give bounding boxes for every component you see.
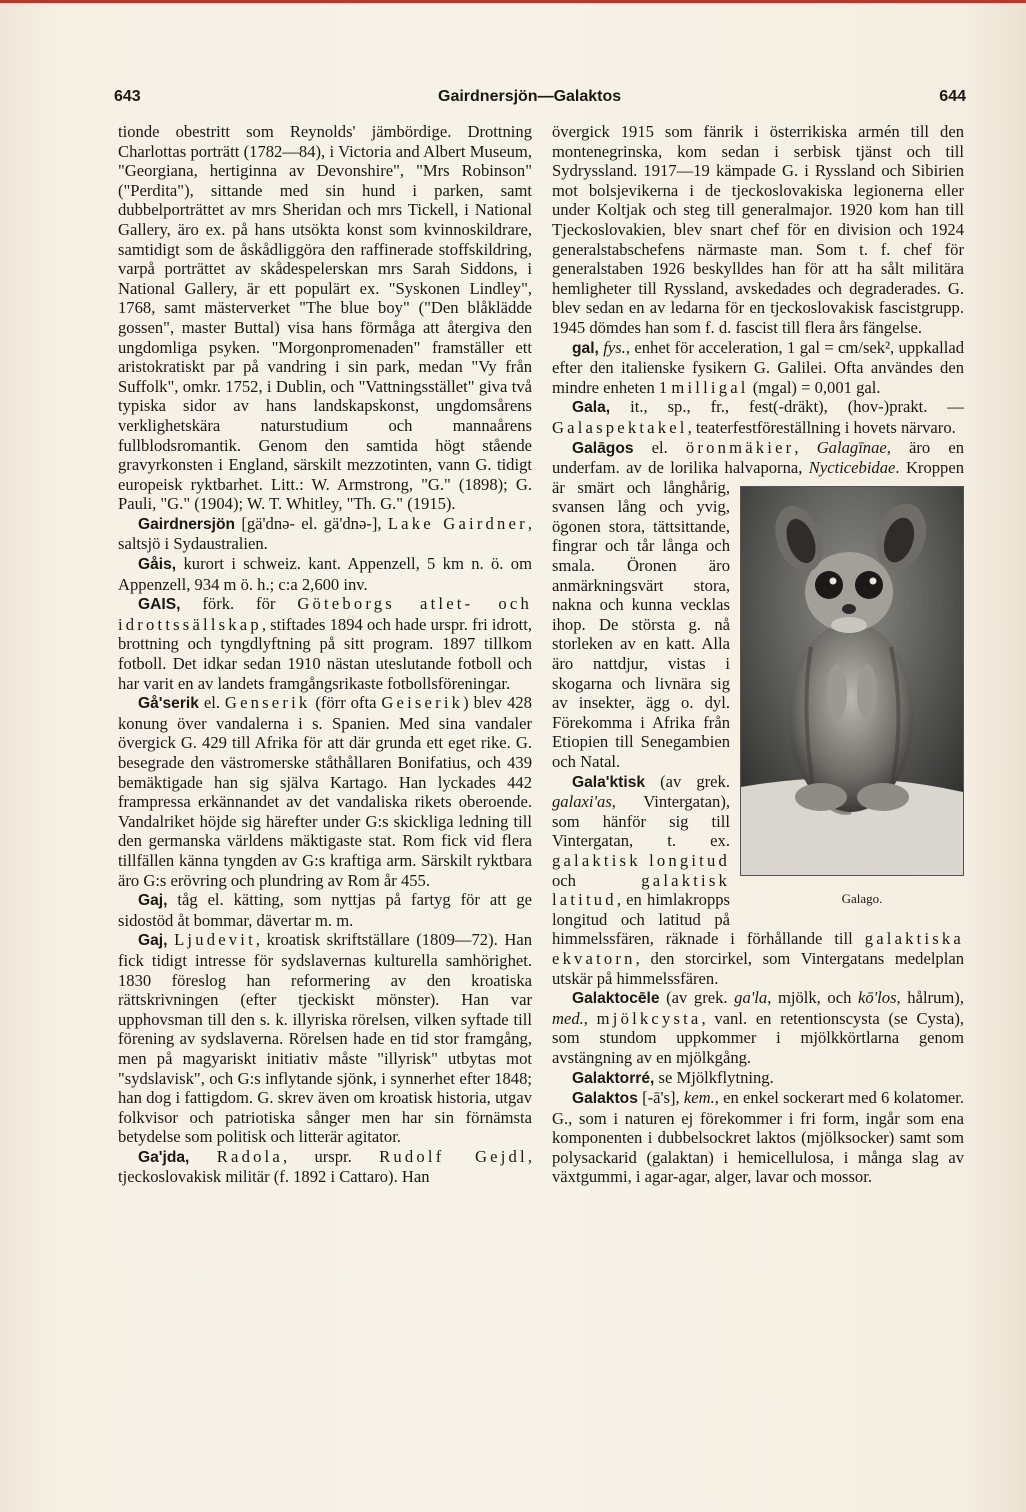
entry-galaktorre: Galaktorré, se Mjölkflytning. (572, 1067, 774, 1087)
gajda-continuation: övergick 1915 som fänrik i österrikiska armén till den montenegrinska, kom sedan i serbisk tjänst och till Sydryssland. 1917—19 kämpade G. i Ryssland och Sibirien mot bolsjevikerna i de tjeckoslovakiska legionerna eller under Koltjak och steg till generalmajor. 1920 kom han till Tjeckoslovakien, blev snart chef för en division och 1924 generalstabschefens närmaste man. Som t. f. chef för generalstaben 1926 beskylldes han för att ha sålt militära hemligheter till Ryssland, avskedades och degraderades. G. blev sedan en av ledarna för en tjeckoslovakisk fascistgrupp. 1945 dömdes han som f. d. fascist till flera års fängelse. (552, 122, 964, 337)
entry-galagos: Galāgos el. öronmäkier, Galagīnae, äro en underfam. av de lorilika halvaporna, Nycticebidae Galago. . Kroppen är smärt och långhårig, svansen lång och yvig, ögonen stora, tättsittande, fingrar och tår långa och smala. Öronen äro anmärkningsvärt stora, nakna och kunna vecklas ihop. De största g. nå storleken av en katt. Alla äro nattdjur, vistas i skogarna och livnära sig av insekter, ägg o. dyl. Förekomma i Afrika från Etiopien till Senegambien och Natal. (552, 438, 964, 772)
entry-gairdnersjon: Gairdnersjön [gä'dnə- el. gä'dnə-], Lake Gairdner, saltsjö i Sydaustralien. (118, 513, 532, 554)
gainsborough-continuation: tionde obestritt som Reynolds' jämbördige. Drottning Charlottas porträtt (1782—84), i Victoria and Albert Museum, "Georgiana, hertiginna av Devonshire", "Mrs Robinson" ("Perdita"), sittande med sin hund i parken, samt dubbelporträttet av mrs Sheridan och mrs Tickell, i National Gallery, äro ex. på hans utsökta konst som kvinnoskildrare, samtidigt som de åskådliggöra den raffinerade stoffskildring, varpå porträttet av skådespelerskan mrs Sarah Siddons, i National Gallery, är ett populärt ex. "Syskonen Lindley", 1768, samt mästerverket "The blue boy" ("Den blåklädde gossen", master Buttal) visa hans förmåga att återgiva den ungdomliga psyken. "Morgonpromenaden" framställer ett aristokratiskt par på vandring i sin park, medan "Vy från Suffolk", omkr. 1752, i Dublin, och "Vattningsstället" giva två typiska sidor av hans landskapskonst, ungdomsårens verklighetskära naturstudium och mannaårens fullblodsromantik. Genom den samtida högt stående gravyrkonsten i England, särskilt mezzotinten, vann G. tidigt europeisk ryktbarhet. Litt.: W. Armstrong, "G." (1898); G. Pauli, "G." (1904); W. T. Whitley, "Th. G." (1915). (118, 122, 532, 514)
headword: gal, (572, 339, 599, 357)
entry-gal: gal, fys., enhet för acceleration, 1 gal = cm/sek², uppkallad efter den italienske fysikern G. Galilei. Ofta användes den mindre enheten 1 milligal (mgal) = 0,001 gal. (552, 337, 964, 397)
headword: Galaktorré, (572, 1069, 655, 1087)
left-column (118, 122, 532, 1187)
right-column (552, 122, 964, 1187)
running-title: Gairdnersjön—Galaktos (438, 88, 622, 105)
galago-figure (740, 486, 964, 919)
entry-gaj-ljudevit: Gaj, Ljudevit, kroatisk skriftställare (1809—72). Han fick tidigt intresse för sydslavernas kulturella samhörighet. 1830 föreslog han reformering av den kroatiska rättskrivningen (efter tjeckiskt mönster). Han var upphovsman till den s. k. illyriska rörelsen, vilken syftade till förening av sydslaverna. Rörelsen hade en tid stor framgång, men på magyariskt initiativ måste "illyrisk" utbytas mot "sydslavisk", och G:s inflytande sjönk, i synnerhet efter 1848; han dog i fattigdom. G. skrev även om kroatisk historia, utgav folkvisor och patriotiska sånger men har sin förnämsta betydelse som politisk och litterär agitator. (118, 930, 532, 1147)
entry-gala: Gala, it., sp., fr., fest(-dräkt), (hov-)prakt. — Galaspektakel, teaterfestföreställning i hovets närvaro. (552, 397, 964, 437)
headword: Gåis, (138, 556, 177, 574)
page-number-left: 643 (114, 88, 141, 105)
entry-galaktocele: Galaktocēle (av grek. ga'la, mjölk, och kō'los, hålrum), med., mjölkcysta, vanl. en retentionscysta (se Cysta), som stundom uppkommer i mjölkkörtlarna genom avstängning av en mjölkgång. (552, 988, 964, 1067)
headword: Galāgos (572, 439, 634, 457)
headword: Gala'ktisk (572, 773, 646, 791)
headword: Gå'serik (138, 695, 199, 713)
headword: GAIS, (138, 596, 181, 614)
headword: Gairdnersjön (138, 515, 236, 533)
entry-gais: Gåis, kurort i schweiz. kant. Appenzell, 5 km n. ö. om Appenzell, 934 m ö. h.; c:a 2,600 inv. (118, 554, 532, 594)
entry-gaiserik: Gå'serik el. Genserik (förr ofta Geiserik) blev 428 konung över vandalerna i s. Spanien. Med sina vandaler övergick G. 429 till Afrika för att där grunda ett eget rike. G. besegrade den västromerske ståthållaren Bonifatius, och 439 bemäktigade han sig själva Kartago. Han lyckades 442 frampressa erkännandet av det vandaliska rikets oberoende. Vandalriket höjde sig härefter under G:s skickliga ledning till den germanska världens mäktigaste stat. Rom fick vid flera tillfällen känna tyngden av G:s kraftiga arm. Särskilt ryktbara äro G:s erövring och plundring av Rom år 455. (118, 693, 532, 890)
galago-photo (740, 486, 964, 876)
headword: Ga'jda, (138, 1148, 190, 1166)
entry-galaktisk: Gala'ktisk (av grek. galaxi'as, Vintergatan), som hänför sig till Vintergatan, t. ex. galaktisk longitud och galaktisk latitud, en himlakropps longitud och latitud på himmelssfären, räknade i förhållande till galaktiska ekvatorn, den storcirkel, som Vintergatans medelplan utskär på himmelssfären. (552, 771, 964, 988)
entry-gais-club: GAIS, förk. för Göteborgs atlet- och idrottssällskap, stiftades 1894 och hade urspr. fri idrott, brottning och tyngdlyftning på sitt program. 1897 tillkom fotboll. Det idkar sedan 1910 nästan uteslutande fotboll och har varit en av landets framgångsrikaste fotbollsföreningar. (118, 594, 532, 693)
headword: Gaj, (138, 932, 168, 950)
entry-gaj-rigging: Gaj, tåg el. kätting, som nyttjas på fartyg för att ge sidostöd åt bommar, dävertar m. m. (118, 890, 532, 930)
figure-caption: Galago. (841, 890, 883, 906)
entry-galaktos: Galaktos [-ā's], kem., en enkel sockerart med 6 kolatomer. G., som i naturen ej förekommer i fri form, ingår som ena komponenten i dubbelsockret laktos (mjölksocker) samt som polysackarid (galaktan) i hemicellulosa, i många slag av växtgummi, i agar-agar, alger, lavar och mossor. (552, 1088, 964, 1187)
headword: Gaj, (138, 892, 168, 910)
entry-gajda: Ga'jda, Radola, urspr. Rudolf Gejdl, tjeckoslovakisk militär (f. 1892 i Cattaro). Han (118, 1146, 532, 1187)
running-header (110, 88, 966, 112)
galagos-text: Galago. . Kroppen är smärt och långhårig, svansen lång och yvig, ögonen stora, tättsittande, fingrar och tår långa och smala. Öronen äro anmärkningsvärt stora, nakna och kunna vecklas ihop. De största g. nå storleken av en katt. Alla äro nattdjur, vistas i skogarna och livnära sig av insekter, ägg o. dyl. Förekomma i Afrika från Etiopien till Senegambien och Natal. (552, 458, 964, 771)
headword: Galaktocēle (572, 990, 660, 1008)
headword: Gala, (572, 399, 611, 417)
headword: Galaktos (572, 1090, 638, 1108)
top-rule (0, 0, 1026, 3)
page-number-right: 644 (939, 88, 966, 105)
